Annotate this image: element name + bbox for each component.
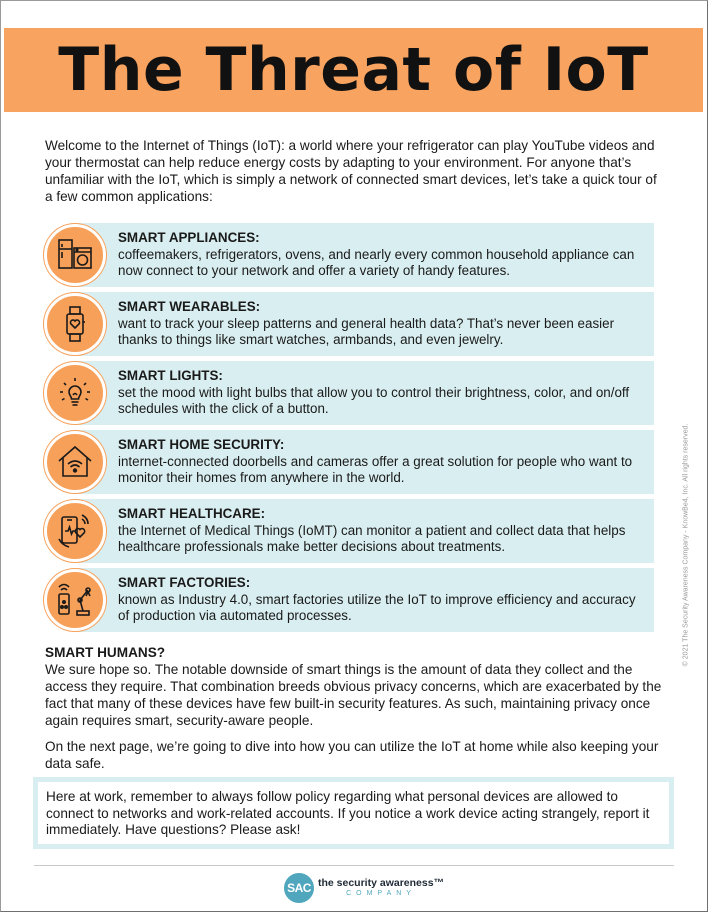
card-smart-healthcare [44, 499, 654, 563]
footer-divider [34, 865, 674, 866]
copyright-notice: © 2021 The Security Awareness Company - KnowBe4, Inc. All rights reserved. [682, 423, 690, 667]
title-banner [4, 28, 703, 112]
card-smart-factories [44, 568, 654, 632]
card-title: SMART FACTORIES: [118, 575, 251, 590]
card-smart-appliances [44, 223, 654, 287]
card-title: SMART LIGHTS: [118, 368, 223, 383]
card-text [118, 575, 646, 625]
card-smart-lights [44, 361, 654, 425]
page-title: The Threat of IoT [58, 35, 649, 105]
health-phone-icon [44, 500, 106, 562]
card-smart-wearables [44, 292, 654, 356]
card-body: set the mood with light bulbs that allow you to control their brightness, color, and on/off schedules with the click of a button. [118, 384, 630, 416]
company-logo [284, 873, 444, 903]
card-smart-home-security [44, 430, 654, 494]
card-title: SMART HOME SECURITY: [118, 437, 285, 452]
card-title: SMART APPLIANCES: [118, 230, 260, 245]
smart-humans-section [45, 644, 670, 729]
card-text [118, 368, 646, 418]
appliances-icon [44, 224, 106, 286]
sac-badge-icon: SAC [284, 873, 314, 903]
work-policy-callout [33, 777, 674, 849]
card-text [118, 230, 646, 280]
card-title: SMART WEARABLES: [118, 299, 261, 314]
next-page-paragraph: On the next page, we’re going to dive into how you can utilize the IoT at home while also keeping your data safe. [45, 739, 659, 771]
section-heading: SMART HUMANS? [45, 645, 166, 660]
card-body: the Internet of Medical Things (IoMT) can monitor a patient and collect data that helps healthcare professionals make better decisions about treatments. [118, 522, 626, 554]
robot-arm-icon [44, 569, 106, 631]
card-text [118, 437, 646, 487]
card-body: want to track your sleep patterns and general health data? That’s never been easier thanks to things like smart watches, armbands, and even jewelry. [118, 315, 615, 347]
brand-name: the security awareness™ [318, 877, 445, 889]
brand-company: COMPANY [346, 890, 416, 897]
smart-home-icon [44, 431, 106, 493]
brand-wordmark [318, 877, 444, 899]
callout-text: Here at work, remember to always follow policy regarding what personal devices are allowed to connect to networks and work-related accounts. If you notice a work device acting strangely, report it immediately. Have questions? Please ask! [46, 789, 650, 837]
section-body: We sure hope so. The notable downside of smart things is the amount of data they collect and the access they require. That combination breeds obvious privacy concerns, which are exacerbated by the fact that many of these devices have few built-in security features. As such, maintaining privacy once again requires smart, security-aware people. [45, 662, 662, 728]
card-title: SMART HEALTHCARE: [118, 506, 266, 521]
lightbulb-icon [44, 362, 106, 424]
card-body: known as Industry 4.0, smart factories utilize the IoT to improve efficiency and accuracy of production via automated processes. [118, 591, 636, 623]
smartwatch-icon [44, 293, 106, 355]
intro-paragraph: Welcome to the Internet of Things (IoT): a world where your refrigerator can play YouTube videos and your thermostat can help reduce energy costs by adapting to your environment. For anyone that’s unfamiliar with the IoT, which is simply a network of connected smart devices, let’s take a quick tour of a few common applications: [45, 138, 657, 204]
card-text [118, 506, 646, 556]
card-body: internet-connected doorbells and cameras offer a great solution for people who want to monitor their homes from anywhere in the world. [118, 453, 633, 485]
card-text [118, 299, 646, 349]
card-body: coffeemakers, refrigerators, ovens, and nearly every common household appliance can now connect to your network and offer a variety of handy features. [118, 246, 635, 278]
